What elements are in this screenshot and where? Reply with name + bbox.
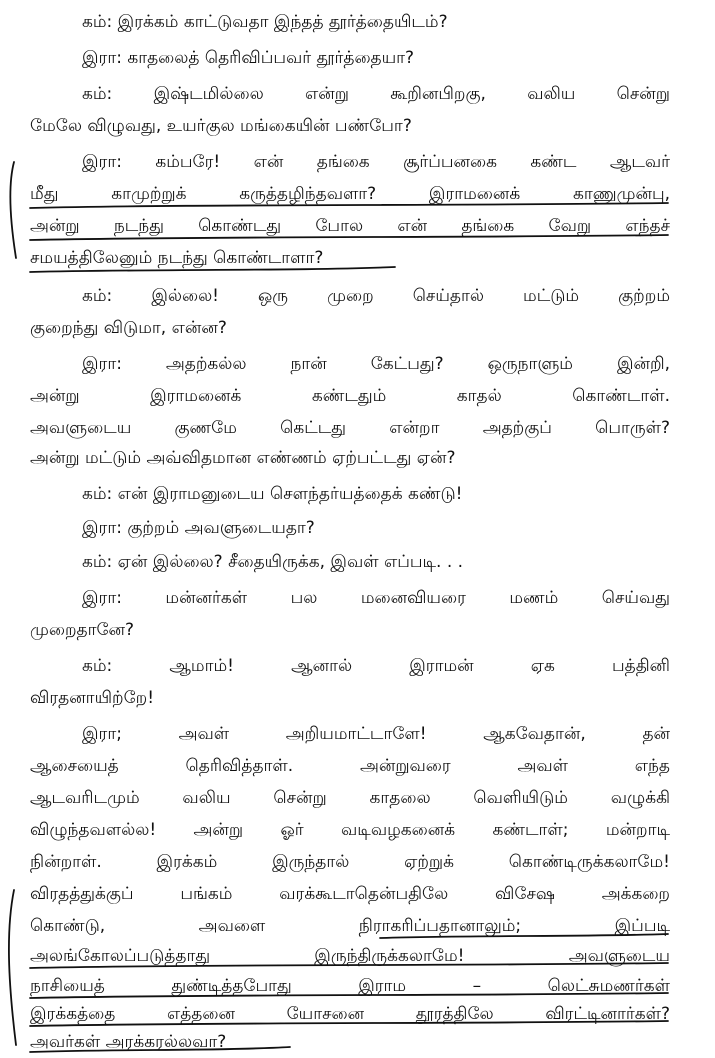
text-line: கம்: இரக்கம் காட்டுவதா இந்தத் தூர்த்தையிடம்? <box>82 12 448 32</box>
text-line: அலங்கோலப்படுத்தாது இருந்திருக்கலாமே! அவளுடைய <box>30 946 670 966</box>
text-line: இரா: அதற்கல்ல நான் கேட்பது? ஒருநாளும் இன்றி, <box>82 354 670 374</box>
text-line: கம்: என் இராமனுடைய சௌந்தர்யத்தைக் கண்டு! <box>82 484 463 504</box>
text-line: இரக்கத்தை எத்தனை யோசனை தூரத்திலே விரட்டினார்கள்? <box>30 1004 670 1024</box>
text-line: கம்: இஷ்டமில்லை என்று கூறினபிறகு, வலிய சென்று <box>82 84 670 104</box>
text-line: விரதத்துக்குப் பங்கம் வரக்கூடாதென்பதிலே விசேஷ அக்கறை <box>30 884 670 904</box>
text-line: இரா: குற்றம் அவளுடையதா? <box>82 518 315 538</box>
text-line: நாசியைத் துண்டித்தபோது இராம – லெட்சுமணர்கள் <box>30 976 670 996</box>
text-line: அன்று இராமனைக் கண்டதும் காதல் கொண்டாள். <box>30 386 670 406</box>
text-line: மீது காமுற்றுக் கருத்தழிந்தவளா? இராமனைக் காணுமுன்பு, <box>30 184 670 204</box>
text-line: சமயத்திலேனும் நடந்து கொண்டாளா? <box>30 248 324 268</box>
text-line: ஆடவரிடமும் வலிய சென்று காதலை வெளியிடும் வழுக்கி <box>30 788 670 808</box>
text-line: அன்று நடந்து கொண்டது போல என் தங்கை வேறு எந்தச் <box>30 216 670 236</box>
text-line: முறைதானே? <box>30 620 135 640</box>
text-line: ஆசையைத் தெரிவித்தாள். அன்றுவரை அவள் எந்த <box>30 756 670 776</box>
text-line: கம்: ஆமாம்! ஆனால் இராமன் ஏக பத்தினி <box>82 656 670 676</box>
text-line: கம்: ஏன் இல்லை? சீதையிருக்க, இவள் எப்படி. . . <box>82 552 464 572</box>
text-line: இரா: மன்னர்கள் பல மனைவியரை மணம் செய்வது <box>82 588 670 608</box>
text-line: கொண்டு, அவளை நிராகரிப்பதானாலும்; இப்படி <box>30 916 670 936</box>
text-line: குறைந்து விடுமா, என்ன? <box>30 318 227 338</box>
text-line: இரா; அவள் அறியமாட்டாளே! ஆகவேதான், தன் <box>82 724 670 744</box>
text-line: அன்று மட்டும் அவ்விதமான எண்ணம் ஏற்பட்டது ஏன்? <box>30 448 456 468</box>
text-line: அவளுடைய குணமே கெட்டது என்றா அதற்குப் பொருள்? <box>30 418 670 438</box>
text-line: விரதனாயிற்றே! <box>30 688 155 708</box>
text-line: மேலே விழுவது, உயர்குல மங்கையின் பண்போ? <box>30 116 412 136</box>
text-line: இரா: காதலைத் தெரிவிப்பவர் தூர்த்தையா? <box>82 48 415 68</box>
text-line: இரா: கம்பரே! என் தங்கை சூர்ப்பனகை கண்ட ஆடவர் <box>82 152 670 172</box>
text-line: கம்: இல்லை! ஒரு முறை செய்தால் மட்டும் குற்றம் <box>82 286 670 306</box>
text-line: விழுந்தவளல்ல! அன்று ஓர் வடிவழகனைக் கண்டாள்; மன்றாடி <box>30 820 670 840</box>
text-line: நின்றாள். இரக்கம் இருந்தால் ஏற்றுக் கொண்டிருக்கலாமே! <box>30 852 670 872</box>
text-line: அவர்கள் அரக்கரல்லவா? <box>30 1032 227 1052</box>
